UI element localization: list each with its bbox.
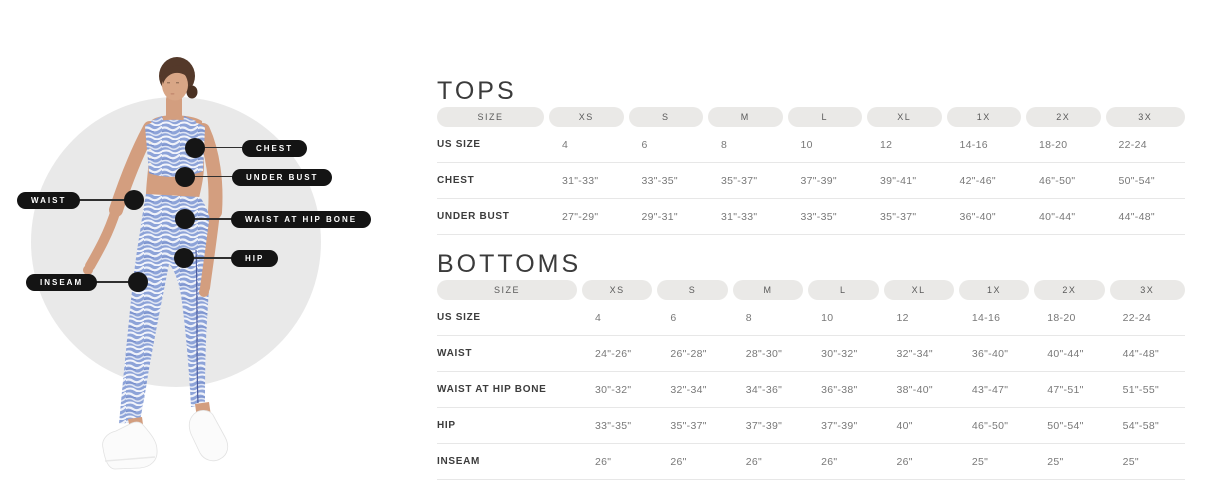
cell-3x: 22-24 bbox=[1122, 311, 1151, 324]
size-header-pill: SIZE bbox=[437, 280, 577, 300]
size-header-cell bbox=[582, 280, 657, 300]
row-label: WAIST AT HIP BONE bbox=[437, 384, 547, 395]
tops-section-title: TOPS bbox=[437, 77, 517, 105]
cell-1x: 25" bbox=[971, 455, 989, 468]
cell-xl: 12 bbox=[896, 311, 909, 324]
size-header-pill: XS bbox=[549, 107, 624, 127]
cell-m: 37"-39" bbox=[745, 419, 783, 432]
cell-xs: 31"-33" bbox=[562, 174, 599, 187]
table-row bbox=[437, 408, 1185, 444]
size-header-pill: 3X bbox=[1110, 280, 1185, 300]
cell-xl: 35"-37" bbox=[880, 210, 917, 223]
cell-m: 28"-30" bbox=[745, 347, 783, 360]
cell-1x: 14-16 bbox=[971, 311, 1001, 324]
waist-at-hip-bone-dot bbox=[175, 209, 195, 229]
bottoms-table-body bbox=[437, 300, 1185, 480]
cell-s: 35"-37" bbox=[670, 419, 707, 432]
cell-l: 10 bbox=[800, 138, 813, 151]
cell-xs: 4 bbox=[562, 138, 569, 151]
cell-3x: 25" bbox=[1122, 455, 1139, 468]
cell-l: 30"-32" bbox=[821, 347, 858, 360]
size-header-pill: 1X bbox=[959, 280, 1029, 300]
table-row bbox=[437, 127, 1185, 163]
bottoms-header-row bbox=[437, 280, 1185, 300]
row-label: US SIZE bbox=[437, 312, 481, 323]
size-header-pill: L bbox=[788, 107, 863, 127]
size-header-pill: 3X bbox=[1106, 107, 1186, 127]
cell-2x: 18-20 bbox=[1047, 311, 1076, 324]
size-header-pill: S bbox=[657, 280, 727, 300]
size-header-pill: S bbox=[629, 107, 704, 127]
cell-s: 29"-31" bbox=[641, 210, 678, 223]
waist-label: WAIST bbox=[17, 192, 80, 209]
cell-l: 36"-38" bbox=[821, 383, 858, 396]
row-label: UNDER BUST bbox=[437, 211, 510, 222]
row-label: US SIZE bbox=[437, 139, 481, 150]
waist-dot bbox=[124, 190, 144, 210]
cell-s: 26" bbox=[670, 455, 687, 468]
cell-xl: 38"-40" bbox=[896, 383, 933, 396]
under-bust-label: UNDER BUST bbox=[232, 169, 332, 186]
table-row bbox=[437, 163, 1185, 199]
size-header-pill: SIZE bbox=[437, 107, 544, 127]
cell-m: 31"-33" bbox=[721, 210, 758, 223]
size-header-cell bbox=[947, 107, 1027, 127]
cell-xs: 30"-32" bbox=[595, 383, 632, 396]
size-header-pill: L bbox=[808, 280, 878, 300]
size-header-pill: M bbox=[708, 107, 783, 127]
cell-xl: 39"-41" bbox=[880, 174, 917, 187]
size-header-cell bbox=[1034, 280, 1109, 300]
cell-3x: 44"-48" bbox=[1118, 210, 1155, 223]
cell-s: 33"-35" bbox=[641, 174, 678, 187]
size-header-cell bbox=[733, 280, 808, 300]
chest-dot bbox=[185, 138, 205, 158]
cell-2x: 46"-50" bbox=[1039, 174, 1076, 187]
hip-dot bbox=[174, 248, 194, 268]
size-header-pill: M bbox=[733, 280, 803, 300]
size-header-pill: 2X bbox=[1034, 280, 1104, 300]
size-header-cell bbox=[788, 107, 868, 127]
size-header-cell bbox=[657, 280, 732, 300]
cell-3x: 22-24 bbox=[1118, 138, 1147, 151]
cell-1x: 42"-46" bbox=[959, 174, 996, 187]
size-header-cell bbox=[629, 107, 709, 127]
cell-2x: 50"-54" bbox=[1047, 419, 1084, 432]
cell-m: 26" bbox=[745, 455, 763, 468]
waist-at-hip-bone-label: WAIST AT HIP BONE bbox=[231, 211, 371, 228]
cell-l: 37"-39" bbox=[821, 419, 858, 432]
measurement-figure bbox=[0, 0, 430, 485]
cell-m: 34"-36" bbox=[745, 383, 783, 396]
cell-s: 26"-28" bbox=[670, 347, 707, 360]
size-header-cell bbox=[884, 280, 959, 300]
table-row bbox=[437, 199, 1185, 235]
cell-3x: 51"-55" bbox=[1122, 383, 1160, 396]
bottoms-section-title: BOTTOMS bbox=[437, 250, 582, 278]
size-tables bbox=[437, 0, 1185, 480]
size-header-cell bbox=[437, 280, 582, 300]
table-row bbox=[437, 300, 1185, 336]
table-row bbox=[437, 336, 1185, 372]
cell-xl: 40" bbox=[896, 419, 913, 432]
cell-2x: 18-20 bbox=[1039, 138, 1068, 151]
size-header-cell bbox=[1110, 280, 1185, 300]
cell-m: 8 bbox=[721, 138, 728, 151]
cell-3x: 54"-58" bbox=[1122, 419, 1160, 432]
cell-l: 33"-35" bbox=[800, 210, 837, 223]
tops-header-row bbox=[437, 107, 1185, 127]
cell-xs: 33"-35" bbox=[595, 419, 632, 432]
cell-xs: 4 bbox=[595, 311, 602, 324]
cell-xs: 27"-29" bbox=[562, 210, 599, 223]
row-label: HIP bbox=[437, 420, 456, 431]
cell-s: 32"-34" bbox=[670, 383, 707, 396]
under-bust-dot bbox=[175, 167, 195, 187]
cell-xl: 12 bbox=[880, 138, 893, 151]
cell-m: 8 bbox=[745, 311, 752, 324]
cell-xl: 26" bbox=[896, 455, 913, 468]
cell-2x: 47"-51" bbox=[1047, 383, 1084, 396]
model-illustration bbox=[0, 0, 430, 485]
size-header-cell bbox=[437, 107, 549, 127]
size-header-cell bbox=[549, 107, 629, 127]
table-row bbox=[437, 372, 1185, 408]
size-header-cell bbox=[1106, 107, 1186, 127]
cell-l: 37"-39" bbox=[800, 174, 837, 187]
size-header-cell bbox=[808, 280, 883, 300]
cell-xs: 26" bbox=[595, 455, 612, 468]
size-header-pill: 1X bbox=[947, 107, 1022, 127]
cell-3x: 50"-54" bbox=[1118, 174, 1155, 187]
cell-l: 10 bbox=[821, 311, 834, 324]
cell-s: 6 bbox=[641, 138, 648, 151]
size-header-pill: XS bbox=[582, 280, 652, 300]
row-label: CHEST bbox=[437, 175, 475, 186]
cell-1x: 36"-40" bbox=[971, 347, 1009, 360]
cell-1x: 14-16 bbox=[959, 138, 988, 151]
cell-xs: 24"-26" bbox=[595, 347, 632, 360]
cell-1x: 43"-47" bbox=[971, 383, 1009, 396]
row-label: INSEAM bbox=[437, 456, 481, 467]
cell-l: 26" bbox=[821, 455, 838, 468]
size-header-pill: XL bbox=[867, 107, 942, 127]
cell-xl: 32"-34" bbox=[896, 347, 933, 360]
size-header-pill: XL bbox=[884, 280, 954, 300]
tops-table-body bbox=[437, 127, 1185, 235]
cell-1x: 46"-50" bbox=[971, 419, 1009, 432]
cell-2x: 25" bbox=[1047, 455, 1064, 468]
size-header-cell bbox=[708, 107, 788, 127]
cell-m: 35"-37" bbox=[721, 174, 758, 187]
chest-label: CHEST bbox=[242, 140, 307, 157]
inseam-label: INSEAM bbox=[26, 274, 97, 291]
hip-label: HIP bbox=[231, 250, 278, 267]
size-header-cell bbox=[867, 107, 947, 127]
cell-1x: 36"-40" bbox=[959, 210, 996, 223]
size-header-pill: 2X bbox=[1026, 107, 1101, 127]
size-header-cell bbox=[1026, 107, 1106, 127]
size-header-cell bbox=[959, 280, 1034, 300]
inseam-dot bbox=[128, 272, 148, 292]
cell-2x: 40"-44" bbox=[1039, 210, 1076, 223]
cell-3x: 44"-48" bbox=[1122, 347, 1160, 360]
row-label: WAIST bbox=[437, 348, 473, 359]
cell-2x: 40"-44" bbox=[1047, 347, 1084, 360]
table-row bbox=[437, 444, 1185, 480]
cell-s: 6 bbox=[670, 311, 677, 324]
